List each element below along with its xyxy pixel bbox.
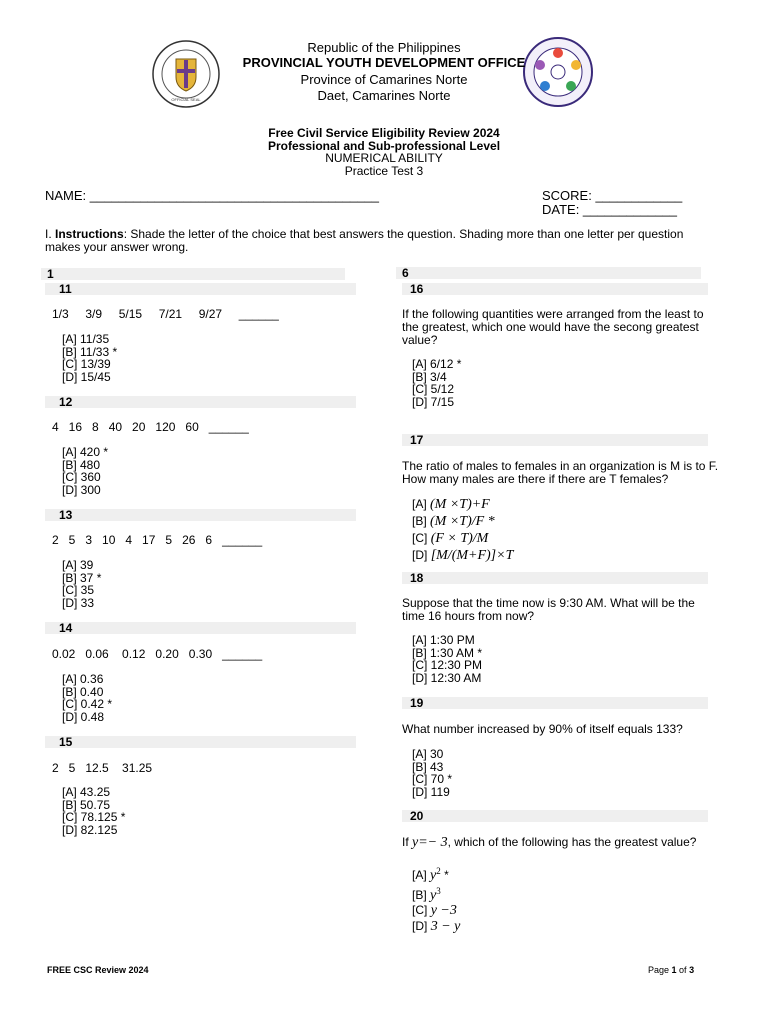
footer-page — [648, 964, 694, 977]
question-15-text: 2 5 12.5 31.25 — [52, 761, 153, 775]
header-province: Province of Camarines Norte — [300, 72, 468, 87]
choice-17-a-expr: (M ×T)+F — [430, 497, 490, 512]
choice-11-d[interactable]: [D] 15/45 — [62, 369, 111, 384]
question-12-header — [45, 396, 356, 408]
section-bar-left — [41, 268, 345, 280]
question-14-header — [45, 622, 356, 634]
header-country: Republic of the Philippines — [307, 40, 461, 55]
instructions-line1: : Shade the letter of the choice that best answers the question. Shading more than one letter per question — [123, 227, 684, 241]
question-12-text: 4 16 8 40 20 120 60 ______ — [52, 420, 249, 434]
choice-17-b[interactable] — [412, 513, 513, 530]
choice-15-c[interactable]: [C] 78.125 * — [62, 810, 126, 824]
choice-18-a[interactable]: [A] 1:30 PM — [412, 633, 475, 647]
question-17-choices — [412, 496, 513, 564]
footer-page-total: 3 — [689, 965, 695, 975]
question-19-text: What number increased by 90% of itself equals 133? — [402, 722, 683, 736]
choice-18-b[interactable]: [B] 1:30 AM * — [412, 645, 483, 660]
instructions-line2: makes your answer wrong. — [45, 240, 189, 254]
section-right-label: 6 — [402, 266, 409, 280]
question-18-choices — [412, 634, 482, 684]
question-15-header — [45, 736, 356, 748]
choice-13-c[interactable]: [C] 35 — [62, 583, 95, 597]
question-20-post: , which of the following has the greatest value? — [447, 835, 697, 849]
question-19-number: 19 — [410, 696, 424, 710]
question-16-header — [402, 283, 708, 295]
choice-14-b[interactable]: [B] 0.40 — [62, 684, 104, 699]
choice-16-c[interactable]: [C] 5/12 — [412, 382, 455, 396]
instructions — [45, 228, 735, 254]
title-line3: NUMERICAL ABILITY — [325, 151, 443, 165]
question-17-text — [402, 460, 742, 486]
question-20-number: 20 — [410, 809, 424, 823]
question-12-number: 12 — [59, 395, 73, 409]
choice-17-d[interactable] — [412, 547, 513, 564]
choice-17-a-label: [A] — [412, 497, 427, 511]
choice-20-b-expr: y — [430, 887, 437, 903]
header-office: PROVINCIAL YOUTH DEVELOPMENT OFFICE — [242, 55, 526, 70]
section-bar-right — [396, 267, 701, 279]
score-field[interactable]: SCORE: ____________ — [542, 188, 683, 203]
choice-20-a-sup: 2 — [436, 866, 441, 876]
name-field[interactable]: NAME: ________________________________________ — [45, 188, 379, 203]
choice-17-d-expr: [M/(M+F)]×T — [430, 548, 514, 563]
choice-20-d-label: [D] — [412, 918, 428, 933]
question-20-choices — [412, 864, 460, 934]
choice-14-d[interactable]: [D] 0.48 — [62, 709, 105, 724]
question-19-choices — [412, 748, 452, 798]
choice-13-a[interactable]: [A] 39 — [62, 558, 94, 572]
choice-20-d-expr: 3 − y — [430, 918, 461, 934]
question-18-line2: time 16 hours from now? — [402, 609, 535, 623]
date-field[interactable]: DATE: _____________ — [542, 202, 677, 217]
title-line4: Practice Test 3 — [344, 164, 424, 178]
question-16-line3: value? — [402, 333, 438, 347]
instructions-bold: Instructions — [55, 227, 124, 241]
choice-15-d[interactable]: [D] 82.125 — [62, 822, 118, 837]
choice-12-a[interactable]: [A] 420 * — [62, 445, 109, 459]
choice-18-c[interactable]: [C] 12:30 PM — [412, 658, 483, 672]
choice-14-c[interactable]: [C] 0.42 * — [62, 697, 113, 711]
choice-20-a[interactable] — [412, 864, 460, 884]
choice-15-b[interactable]: [B] 50.75 — [62, 797, 111, 812]
question-19-header — [402, 697, 708, 709]
choice-20-b-label: [B] — [412, 887, 427, 902]
choice-15-a[interactable]: [A] 43.25 — [62, 785, 111, 799]
question-17-header — [402, 434, 708, 446]
choice-17-c[interactable] — [412, 530, 513, 547]
question-15-choices — [62, 786, 125, 836]
choice-17-d-label: [D] — [412, 548, 428, 562]
question-14-choices — [62, 673, 112, 723]
question-20-text — [402, 836, 696, 849]
question-11-number: 11 — [59, 282, 72, 296]
question-16-choices — [412, 358, 461, 408]
choice-17-c-label: [C] — [412, 531, 428, 545]
question-17-line2: How many males are there if there are T females? — [402, 472, 669, 486]
choice-16-a[interactable]: [A] 6/12 * — [412, 357, 462, 371]
question-11-header — [45, 283, 356, 295]
footer-of-word: of — [676, 965, 690, 975]
choice-11-b[interactable]: [B] 11/33 * — [62, 344, 118, 359]
question-13-header — [45, 509, 356, 521]
choice-17-c-expr: (F × T)/M — [430, 531, 489, 546]
question-14-number: 14 — [59, 621, 73, 635]
question-20-cond: y=− 3 — [412, 835, 448, 850]
question-14-text: 0.02 0.06 0.12 0.20 0.30 ______ — [52, 647, 263, 661]
question-11-choices — [62, 333, 117, 383]
choice-20-a-star: * — [440, 868, 449, 882]
choice-12-b[interactable]: [B] 480 — [62, 457, 101, 472]
question-17-number: 17 — [410, 433, 424, 447]
choice-20-a-label: [A] — [412, 868, 427, 882]
choice-19-a[interactable]: [A] 30 — [412, 747, 444, 761]
choice-17-a[interactable] — [412, 496, 513, 513]
instructions-prefix: I. — [45, 227, 56, 241]
question-16-line2: the greatest, which one would have the secong greatest — [402, 320, 699, 334]
question-18-number: 18 — [410, 571, 424, 585]
seal-bottom-text: OFFICIAL SEAL — [171, 97, 201, 102]
question-17-line1: The ratio of males to females in an organization is M is to F. — [402, 459, 719, 473]
choice-13-b[interactable]: [B] 37 * — [62, 570, 102, 585]
choice-11-c[interactable]: [C] 13/39 — [62, 357, 111, 371]
footer-left: FREE CSC Review 2024 — [47, 965, 149, 975]
choice-20-b[interactable] — [412, 884, 460, 904]
footer-page-word: Page — [648, 965, 672, 975]
choice-12-d[interactable]: [D] 300 — [62, 482, 101, 497]
choice-20-c-label: [C] — [412, 903, 428, 917]
question-15-number: 15 — [59, 735, 73, 749]
title-line1: Free Civil Service Eligibility Review 2024 — [268, 126, 500, 140]
choice-18-d[interactable]: [D] 12:30 AM — [412, 670, 482, 685]
question-20-header — [402, 810, 708, 822]
question-11-text: 1/3 3/9 5/15 7/21 9/27 ______ — [52, 307, 279, 321]
question-18-header — [402, 572, 708, 584]
question-13-number: 13 — [59, 508, 73, 522]
question-13-text: 2 5 3 10 4 17 5 26 6 ______ — [52, 533, 263, 547]
choice-19-d[interactable]: [D] 119 — [412, 784, 450, 799]
choice-20-c-expr: y −3 — [430, 903, 457, 918]
section-left-label: 1 — [47, 267, 54, 281]
question-13-choices — [62, 559, 101, 609]
choice-20-d[interactable] — [412, 919, 460, 935]
choice-17-b-expr: (M ×T)/F * — [430, 514, 495, 529]
question-16-number: 16 — [410, 282, 424, 296]
title-line2: Professional and Sub-professional Level — [267, 139, 501, 153]
choice-17-b-label: [B] — [412, 514, 427, 528]
question-18-text — [402, 597, 732, 623]
choice-12-c[interactable]: [C] 360 — [62, 470, 101, 484]
choice-13-d[interactable]: [D] 33 — [62, 595, 95, 610]
question-20-pre: If — [402, 835, 413, 849]
question-18-line1: Suppose that the time now is 9:30 AM. What will be the — [402, 596, 695, 610]
question-16-line1: If the following quantities were arranged from the least to — [402, 307, 704, 321]
choice-16-b[interactable]: [B] 3/4 — [412, 369, 447, 384]
choice-20-b-sup: 3 — [436, 885, 441, 896]
footer-page-num: 1 — [671, 965, 677, 975]
choice-20-a-expr: y — [430, 868, 437, 883]
choice-19-b[interactable]: [B] 43 — [412, 759, 444, 774]
choice-16-d[interactable]: [D] 7/15 — [412, 394, 455, 409]
question-12-choices — [62, 446, 108, 496]
choice-20-c[interactable] — [412, 903, 460, 919]
choice-19-c[interactable]: [C] 70 * — [412, 772, 453, 786]
question-16-text — [402, 308, 722, 347]
choice-11-a[interactable]: [A] 11/35 — [62, 332, 110, 346]
choice-14-a[interactable]: [A] 0.36 — [62, 672, 104, 686]
header-city: Daet, Camarines Norte — [317, 88, 451, 103]
